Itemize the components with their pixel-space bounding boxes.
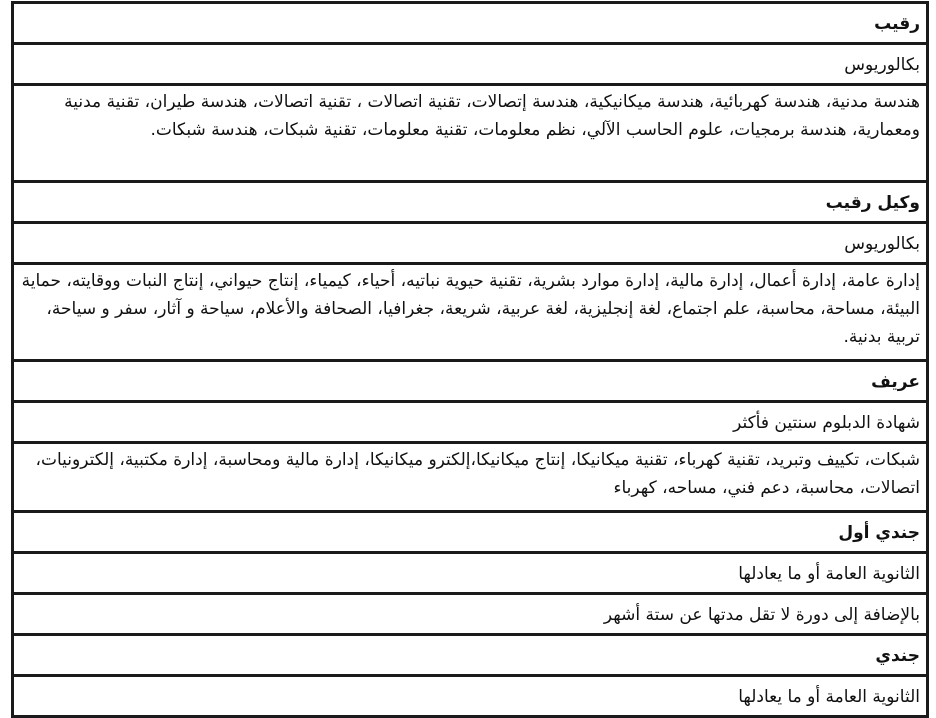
qualification-cell: بكالوريوس (14, 45, 926, 86)
specializations-cell: إدارة عامة، إدارة أعمال، إدارة مالية، إدارة موارد بشرية، تقنية حيوية نباتيه، أحياء، كيمياء، إنتاج حيواني، إنتاج النبات ووقايته، حماية البيئة، مساحة، محاسبة، علم اجتماع، لغة إنجليزية، لغة عربية، شريعة، جغرافيا، الصحافة والأعلام، سياحة و آثار، سفر و سياحة، تربية بدنية. (14, 265, 926, 362)
specializations-cell: هندسة مدنية، هندسة كهربائية، هندسة ميكانيكية، هندسة إتصالات، تقنية اتصالات ، تقنية اتصالات، هندسة طيران، تقنية مدنية ومعمارية، هندسة برمجيات، علوم الحاسب الآلي، نظم معلومات، تقنية معلومات، تقنية شبكات، هندسة شبكات. (14, 86, 926, 183)
specializations-cell: شبكات، تكييف وتبريد، تقنية كهرباء، تقنية ميكانيكا، إنتاج ميكانيكا،إلكترو ميكانيكا، إدارة مالية ومحاسبة، إدارة مكتبية، إلكترونيات، اتصالات، محاسبة، دعم فني، مساحه، كهرباء (14, 444, 926, 513)
qualifications-table (11, 1, 929, 718)
specializations-cell: بالإضافة إلى دورة لا تقل مدتها عن ستة أشهر (14, 595, 926, 636)
qualification-cell: شهادة الدبلوم سنتين فأكثر (14, 403, 926, 444)
rank-heading: عريف (14, 362, 926, 403)
rank-heading: جندي (14, 636, 926, 677)
qualification-cell: الثانوية العامة أو ما يعادلها (14, 554, 926, 595)
rank-heading: رقيب (14, 4, 926, 45)
qualification-cell: بكالوريوس (14, 224, 926, 265)
rank-heading: جندي أول (14, 513, 926, 554)
rank-heading: وكيل رقيب (14, 183, 926, 224)
qualification-cell: الثانوية العامة أو ما يعادلها (14, 677, 926, 718)
